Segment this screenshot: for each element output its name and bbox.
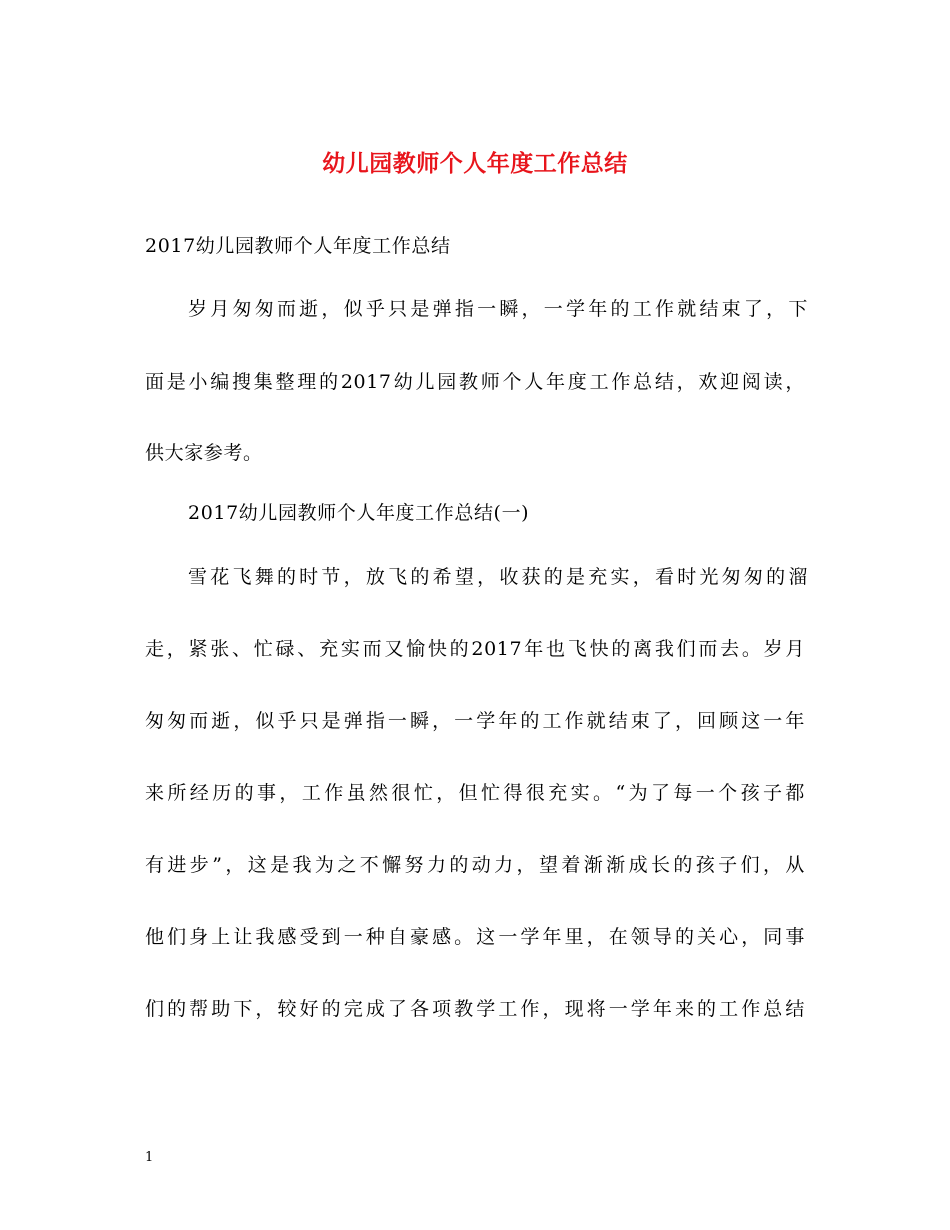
intro-line-2: 面是小编搜集整理的2017幼儿园教师个人年度工作总结，欢迎阅读， (145, 371, 805, 393)
body-line-6: 他们身上让我感受到一种自豪感。这一学年里，在领导的关心，同事 (145, 926, 805, 948)
body-line-3: 匆匆而逝，似乎只是弹指一瞬，一学年的工作就结束了，回顾这一年 (145, 710, 805, 732)
body-line-1: 雪花飞舞的时节，放飞的希望，收获的是充实，看时光匆匆的溜 (188, 566, 808, 588)
body-line-4: 来所经历的事，工作虽然很忙，但忙得很充实。“为了每一个孩子都 (145, 782, 805, 804)
body-line-7: 们的帮助下，较好的完成了各项教学工作，现将一学年来的工作总结 (145, 998, 805, 1020)
intro-line-1: 岁月匆匆而逝，似乎只是弹指一瞬，一学年的工作就结束了，下 (188, 298, 808, 320)
intro-line-3: 供大家参考。 (145, 442, 263, 464)
document-title: 幼儿园教师个人年度工作总结 (322, 150, 628, 177)
body-line-5: 有进步”，这是我为之不懈努力的动力，望着渐渐成长的孩子们，从 (145, 854, 805, 876)
section-heading: 2017幼儿园教师个人年度工作总结(一) (188, 502, 530, 524)
page-number: 1 (145, 1150, 154, 1165)
subtitle-line: 2017幼儿园教师个人年度工作总结 (145, 235, 451, 257)
body-line-2: 走，紧张、忙碌、充实而又愉快的2017年也飞快的离我们而去。岁月 (145, 638, 805, 660)
